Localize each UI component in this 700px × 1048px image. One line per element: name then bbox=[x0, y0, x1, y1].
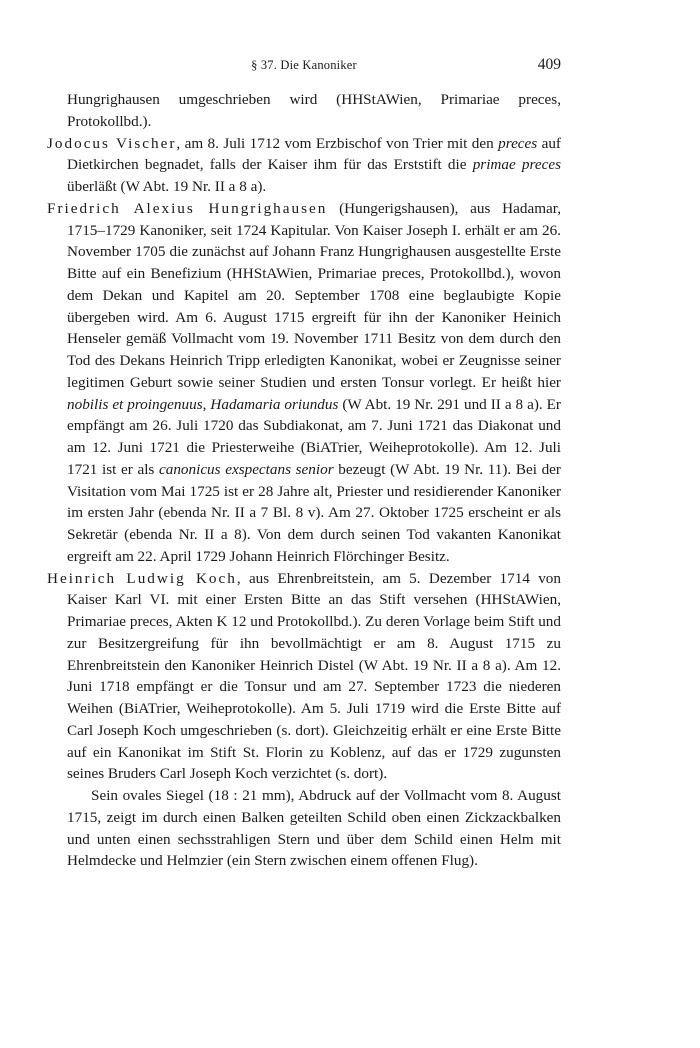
entry-text: (W Abt. 19 Nr. 291 und II a 8 a). Er empfängt am 26. Juli 1720 das Subdiakonat, am 7. Juni 1721 das Diakonat und am 12. Juni 1721 die Priesterweihe (BiATrier, Weiheprotokolle). Am 12. Juli 1721 ist er als bbox=[67, 395, 561, 478]
entry-name: Heinrich Ludwig Koch bbox=[47, 569, 237, 587]
entry-italic: primae preces bbox=[472, 156, 561, 174]
entry-jodocus-vischer bbox=[47, 133, 561, 198]
entry-italic: preces bbox=[498, 134, 538, 152]
entry-heinrich-koch bbox=[47, 568, 561, 786]
entry-text: , aus Ehrenbreitstein, am 5. Dezember 1714 von Kaiser Karl VI. mit einer Ersten Bitte an das Stift versehen (HHStAWien, Primariae preces, Akten K 12 und Protokollbd.). Zu deren Vorlage beim Stift und zur Besitzergreifung für ihn bevollmächtigt er am 8. August 1715 zu Ehrenbreitstein den Kanoniker Heinrich Distel (W Abt. 19 Nr. II a 8 a). Am 12. Juni 1718 empfängt er die Tonsur und am 27. September 1723 die niederen Weihen (BiATrier, Weiheprotokolle). Am 5. Juli 1719 wird die Erste Bitte auf Carl Joseph Koch umgeschrieben (s. dort). Gleichzeitig erhält er eine Erste Bitte auf ein Kanonikat im Stift St. Florin zu Koblenz, auf das er 1729 zugunsten seines Bruders Carl Joseph Koch verzichtet (s. dort). bbox=[67, 569, 561, 783]
entry-text: , am 8. Juli 1712 vom Erzbischof von Trier mit den bbox=[176, 134, 499, 152]
continuation-text: Hungrighausen umgeschrieben wird (HHStAWien, Primariae preces, Protokollbd.). bbox=[67, 91, 561, 130]
entry-italic: nobilis et proingenuus, Hadamaria oriundus bbox=[67, 395, 339, 413]
entry-text: bezeugt (W Abt. 19 Nr. 11). Bei der Visitation vom Mai 1725 ist er 28 Jahre alt, Priester und residierender Kanoniker im ersten Jahr (ebenda Nr. II a 7 Bl. 8 v). Am 27. Oktober 1725 erscheint er als Sekretär (ebenda Nr. II a 8). Von dem durch seinen Tod vakanten Kanonikat ergreift am 22. April 1729 Johann Heinrich Flörchinger Besitz. bbox=[67, 460, 561, 565]
entry-text: überläßt (W Abt. 19 Nr. II a 8 a). bbox=[67, 178, 267, 195]
page-number: 409 bbox=[537, 56, 561, 73]
entry-text: (Hungerigshausen), aus Hadamar, 1715–1729 Kanoniker, seit 1724 Kapitular. Von Kaiser Joseph I. erhält er am 26. November 1705 die zunächst auf Johann Franz Hungrighausen ausgestellte Erste Bitte auf ein Benefizium (HHStAWien, Primariae preces, Protokollbd.), wovon dem Dekan und Kapitel am 20. September 1708 eine beglaubigte Kopie übergeben wird. Am 6. August 1715 ergreift für ihn der Kanoniker Heinich Henseler gemäß Vollmacht vom 19. November 1711 Besitz von dem durch den Tod des Dekans Heinrich Tripp erledigten Kanonikat, wobei er Zeugnisse seiner legitimen Geburt sowie seiner Studien und ersten Tonsur vorlegt. Er heißt hier bbox=[67, 199, 561, 391]
entry-text: auf Dietkirchen begnadet, falls der Kaiser ihm für das Erststift die bbox=[67, 134, 561, 174]
entry-continuation bbox=[47, 89, 561, 133]
running-header bbox=[47, 56, 561, 78]
document-page bbox=[47, 56, 561, 872]
entry-italic: canonicus exspectans senior bbox=[158, 460, 334, 478]
entry-name: Friedrich Alexius Hungrighausen bbox=[47, 199, 328, 217]
seal-description: Sein ovales Siegel (18 : 21 mm), Abdruck auf der Vollmacht vom 8. August 1715, zeigt im durch einen Balken geteilten Schild oben einen Zickzackbalken und unten einen sechsstrahligen Stern und über dem Schild einen Helm mit Helmdecke und Helmzier (ein Stern zwischen einem offenen Flug). bbox=[67, 787, 561, 870]
entry-name: Jodocus Vischer bbox=[47, 134, 177, 152]
running-title: § 37. Die Kanoniker bbox=[251, 58, 357, 72]
entry-friedrich-hungrighausen bbox=[47, 198, 561, 568]
